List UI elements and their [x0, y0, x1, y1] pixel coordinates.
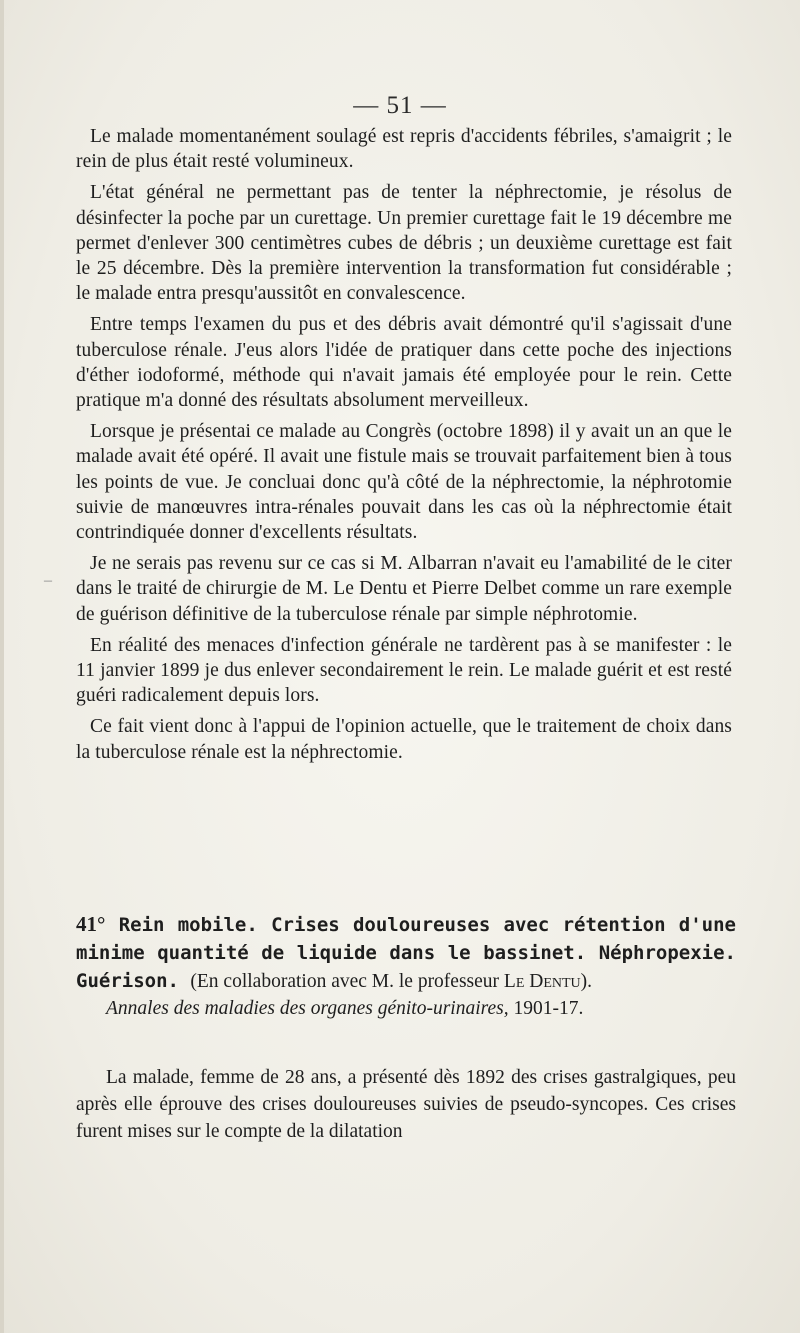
body-text	[76, 124, 732, 771]
paragraph-3: Entre temps l'examen du pus et des débris avait démontré qu'il s'agissait d'une tuberculose rénale. J'eus alors l'idée de pratiquer dans cette poche des injections d'éther iodoformé, méthode qui n'avait jamais été employée pour le rein. Cette pratique m'a donné des résultats absolument merveilleux.	[76, 314, 732, 412]
paragraph-4: Lorsque je présentai ce malade au Congrès (octobre 1898) il y avait un an que le malade avait été opéré. Il avait une fistule mais se trouvait parfaitement bien à tous les points de vue. Je concluai donc qu'à côté de la néphrectomie, la néphrotomie suivie de manœuvres intra-rénales pouvait dans les cas où la néphrectomie était contrindiquée donner d'excellents résultats.	[76, 421, 732, 544]
paragraph-1: Le malade momentanément soulagé est repris d'accidents fébriles, s'amaigrit ; le rein de plus était resté volumineux.	[76, 126, 732, 173]
journal-reference	[76, 996, 736, 1022]
page-edge	[0, 0, 4, 1333]
paragraph-7: Ce fait vient donc à l'appui de l'opinion actuelle, que le traitement de choix dans la tuberculose rénale est la néphrectomie.	[76, 716, 732, 763]
collaboration-prefix: (En collaboration avec M. le professeur	[190, 971, 504, 992]
section-number: 41°	[76, 912, 106, 936]
section-41	[76, 910, 736, 1022]
section-title: Rein mobile. Crises douloureuses avec rétention d'une minime quantité de liquide dans le bassinet. Néphropexie. Guérison.	[76, 914, 736, 992]
collaboration-suffix: ).	[580, 971, 593, 992]
paragraph-2: L'état général ne permettant pas de tenter la néphrectomie, je résolus de désinfecter la poche par un curettage. Un premier curettage fait le 19 décembre me permet d'enlever 300 centimètres cubes de débris ; un deuxième curettage est fait le 25 décembre. Dès la première intervention la transformation fut considérable ; le malade entra presqu'aussitôt en convalescence.	[76, 182, 732, 305]
page-number: — 51 —	[353, 92, 447, 119]
paragraph-5: Je ne serais pas revenu sur ce cas si M. Albarran n'avait eu l'amabilité de le citer dans le traité de chirurgie de M. Le Dentu et Pierre Delbet comme un rare exemple de guérison définitive de la tuberculose rénale par simple néphrotomie.	[76, 553, 732, 625]
paragraph-6: En réalité des menaces d'infection générale ne tardèrent pas à se manifester : le 11 janvier 1899 je dus enlever secondairement le rein. Le malade guérit et est resté guéri radicalement depuis lors.	[76, 634, 732, 707]
section-heading	[76, 910, 736, 996]
margin-mark: –	[44, 572, 52, 589]
journal-year: 1901-17.	[513, 998, 584, 1019]
section-paragraph: La malade, femme de 28 ans, a présenté dès 1892 des crises gastralgiques, peu après elle éprouve des crises douloureuses suivies de pseudo-syncopes. Ces crises furent mises sur le compte de la dilatation	[76, 1067, 736, 1142]
section-body	[76, 1064, 736, 1145]
collaborator-name: Le Dentu	[503, 971, 581, 992]
journal-name: Annales des maladies des organes génito-urinaires,	[106, 998, 509, 1019]
